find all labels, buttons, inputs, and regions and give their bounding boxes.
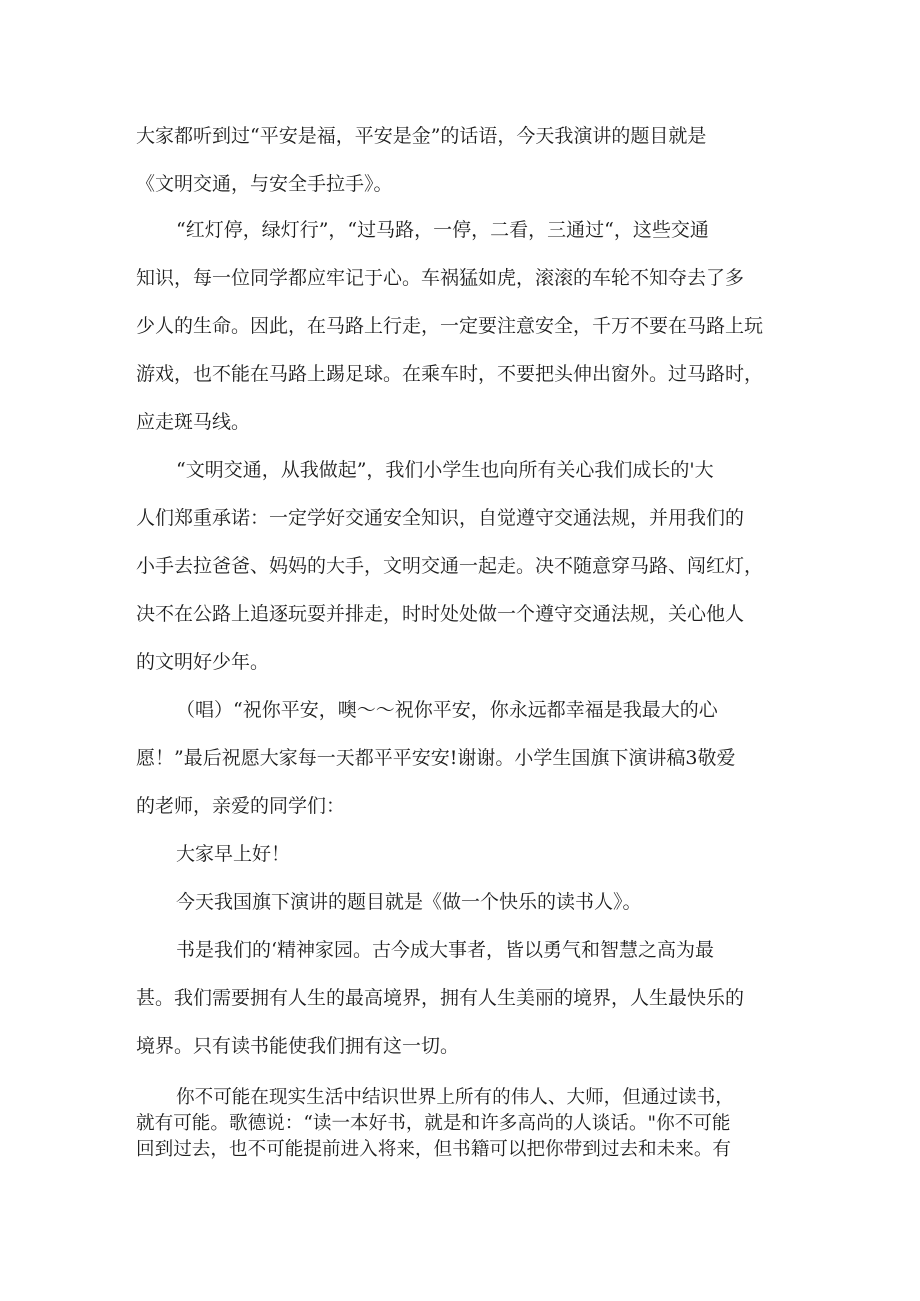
text-line: 就有可能。歌德说：“读一本好书，就是和许多高尚的人谈话。"你不可能 [136,1113,731,1134]
text-line: 应走斑马线。 [136,411,251,433]
text-line: 大家都听到过“平安是福，平安是金”的话语，今天我演讲的题目就是 [136,125,707,147]
text-line: 书是我们的‘精神家园。古今成大事者，皆以勇气和智慧之高为最 [176,939,715,961]
text-line: 甚。我们需要拥有人生的最高境界，拥有人生美丽的境界，人生最快乐的 [136,987,745,1009]
text-line: 知识，每一位同学都应牢记于心。车祸猛如虎，滚滚的车轮不知夺去了多 [136,267,745,289]
text-line: 大家早上好！ [176,843,291,865]
text-line: 回到过去，也不可能提前进入将来，但书籍可以把你带到过去和未来。有 [136,1139,732,1160]
text-line: 少人的生命。因此，在马路上行走，一定要注意安全，千万不要在马路上玩 [136,315,764,337]
text-line: 决不在公路上追逐玩耍并排走，时时处处做一个遵守交通法规，关心他人 [136,603,745,625]
text-line: “红灯停，绿灯行”，“过马路，一停，二看，三通过“，这些交通 [176,219,709,241]
text-line: 你不可能在现实生活中结识世界上所有的伟人、大师，但通过读书， [176,1087,734,1108]
text-line: 的老师，亲爱的同学们： [136,795,346,817]
text-line: “文明交通，从我做起”，我们小学生也向所有关心我们成长的'大 [176,459,714,481]
text-line: 今天我国旗下演讲的题目就是《做一个快乐的读书人》。 [176,891,642,913]
text-line: 小手去拉爸爸、妈妈的大手，文明交通一起走。决不随意穿马路、闯红灯， [136,555,764,577]
text-line: 游戏，也不能在马路上踢足球。在乘车时，不要把头伸出窗外。过马路时， [136,363,764,385]
text-line: 境界。只有读书能使我们拥有这一切。 [136,1035,460,1057]
text-line: （唱）“祝你平安，噢～～祝你平安，你永远都幸福是我最大的心 [176,699,718,721]
text-line: 人们郑重承诺：一定学好交通安全知识，自觉遵守交通法规，并用我们的 [136,507,745,529]
text-line: 愿！”最后祝愿大家每一天都平平安安!谢谢。小学生国旗下演讲稿3敬爱 [136,747,736,769]
text-line: 《文明交通，与安全手拉手》。 [136,173,393,195]
text-line: 的文明好少年。 [136,651,270,673]
